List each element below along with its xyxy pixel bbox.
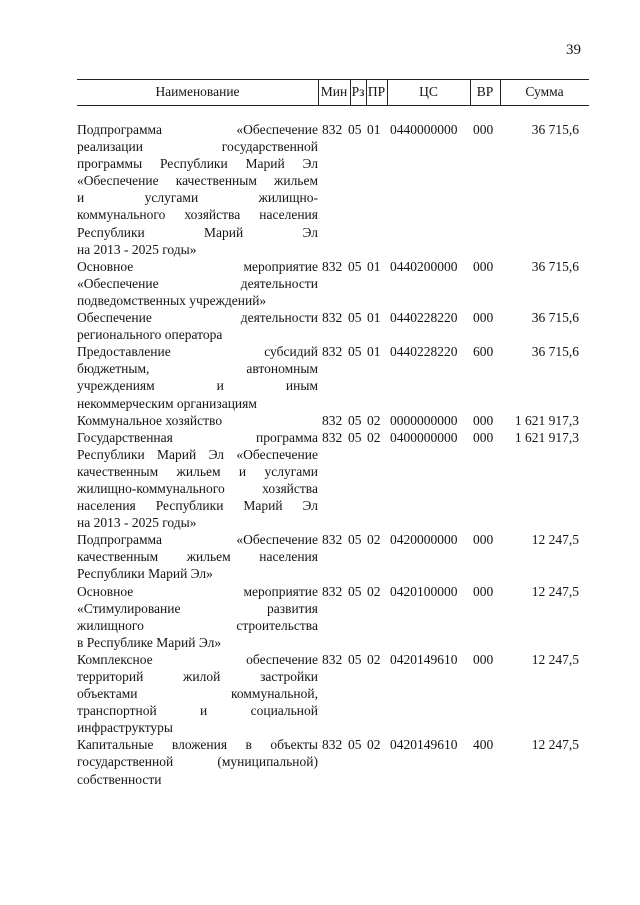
table-header (77, 79, 589, 106)
row-name (77, 258, 318, 309)
cell-pr: 01 (367, 344, 381, 360)
row-name-line: учреждениям и иным (77, 378, 318, 394)
cell-rz: 05 (348, 651, 362, 667)
row-name-line: качественным жильем населения (77, 549, 318, 565)
cell-cs: 0420100000 (390, 583, 458, 599)
cell-sum: 36 715,6 (531, 258, 579, 274)
row-name-line: Республики Марий Эл» (77, 566, 213, 582)
row-name (77, 412, 318, 429)
row-name-line: и услугами жилищно- (77, 190, 318, 206)
row-name-line: на 2013 - 2025 годы» (77, 515, 197, 531)
row-name-line: жилищно-коммунального хозяйства (77, 480, 318, 496)
row-name-line: реализации государственной (77, 139, 318, 155)
cell-cs: 0440228220 (390, 310, 458, 326)
cell-sum: 1 621 917,3 (514, 429, 579, 445)
row-name (77, 583, 318, 651)
row-name-line: программы Республики Марий Эл (77, 156, 318, 172)
cell-vr: 000 (473, 412, 494, 428)
row-name-line: территорий жилой застройки (77, 669, 318, 684)
page-number: 39 (566, 42, 581, 58)
row-name-line: Основное мероприятие (77, 583, 318, 599)
cell-pr: 01 (367, 310, 381, 326)
row-name-line: инфраструктуры (77, 720, 173, 736)
row-name-line: «Обеспечение качественным жильем (77, 173, 318, 189)
cell-cs: 0440228220 (390, 344, 458, 360)
row-name-line: Подпрограмма «Обеспечение (77, 122, 318, 137)
table-row (77, 121, 589, 258)
cell-pr: 01 (367, 122, 381, 137)
cell-vr: 400 (473, 737, 494, 753)
cell-sum: 36 715,6 (531, 344, 579, 360)
row-name-line: государственной (муниципальной) (77, 754, 318, 770)
cell-pr: 02 (367, 532, 381, 548)
cell-sum: 36 715,6 (531, 122, 579, 137)
cell-pr: 02 (367, 737, 381, 753)
cell-vr: 000 (473, 583, 494, 599)
row-name (77, 736, 318, 787)
cell-cs: 0440000000 (390, 122, 458, 137)
row-name-line: Обеспечение деятельности (77, 310, 318, 326)
cell-vr: 000 (473, 651, 494, 667)
row-name-line: «Обеспечение деятельности (77, 275, 318, 291)
header-name: Наименование (155, 84, 240, 99)
cell-vr: 600 (473, 344, 494, 360)
cell-min: 832 (322, 310, 343, 326)
row-name-line: Капитальные вложения в объекты (77, 737, 318, 753)
table-row (77, 258, 589, 309)
cell-sum: 12 247,5 (531, 532, 579, 548)
row-name-line: Основное мероприятие (77, 258, 318, 274)
cell-cs: 0000000000 (390, 412, 458, 428)
cell-min: 832 (322, 429, 343, 445)
header-rz: Рз (351, 84, 365, 99)
row-name (77, 429, 318, 532)
cell-rz: 05 (348, 737, 362, 753)
header-pr: ПР (367, 84, 386, 99)
row-name-line: регионального оператора (77, 327, 223, 343)
row-name (77, 531, 318, 582)
row-name-line: транспортной и социальной (77, 703, 318, 719)
budget-table-body (77, 121, 589, 788)
row-name (77, 651, 318, 736)
row-name-line: в Республике Марий Эл» (77, 634, 222, 650)
row-name-line: Подпрограмма «Обеспечение (77, 532, 318, 548)
table-row (77, 531, 589, 582)
cell-rz: 05 (348, 429, 362, 445)
row-name-line: некоммерческим организациям (77, 395, 257, 411)
row-name-line: Государственная программа (77, 429, 318, 445)
table-row (77, 343, 589, 411)
cell-pr: 02 (367, 583, 381, 599)
cell-vr: 000 (473, 122, 494, 137)
table-row (77, 651, 589, 736)
cell-vr: 000 (473, 258, 494, 274)
cell-vr: 000 (473, 310, 494, 326)
row-name-line: «Стимулирование развития (77, 600, 318, 616)
cell-sum: 36 715,6 (531, 310, 579, 326)
cell-rz: 05 (348, 310, 362, 326)
cell-min: 832 (322, 583, 343, 599)
row-name (77, 309, 318, 343)
cell-min: 832 (322, 651, 343, 667)
cell-min: 832 (322, 737, 343, 753)
row-name (77, 121, 318, 258)
cell-rz: 05 (348, 412, 362, 428)
row-name-line: качественным жильем и услугами (77, 463, 318, 479)
cell-cs: 0420149610 (390, 651, 458, 667)
row-name (77, 343, 318, 411)
cell-min: 832 (322, 412, 343, 428)
cell-vr: 000 (473, 532, 494, 548)
cell-min: 832 (322, 344, 343, 360)
cell-cs: 0440200000 (390, 258, 458, 274)
row-name-line: объектами коммунальной, (77, 686, 318, 702)
row-name-line: Комплексное обеспечение (77, 651, 318, 667)
table-row (77, 583, 589, 651)
cell-pr: 02 (367, 412, 381, 428)
table-row (77, 309, 589, 343)
cell-rz: 05 (348, 258, 362, 274)
cell-rz: 05 (348, 122, 362, 137)
row-name-line: на 2013 - 2025 годы» (77, 241, 197, 257)
cell-min: 832 (322, 532, 343, 548)
cell-sum: 12 247,5 (531, 651, 579, 667)
header-min: Мин (320, 84, 348, 99)
header-vr: ВР (476, 84, 494, 99)
table-row (77, 736, 589, 787)
row-name-line: Республики Марий Эл «Обеспечение (77, 446, 318, 462)
row-name-line: подведомственных учреждений» (77, 292, 267, 308)
table-row (77, 429, 589, 532)
header-sum: Сумма (525, 84, 564, 99)
row-name-line: населения Республики Марий Эл (77, 498, 318, 514)
row-name-line: Республики Марий Эл (77, 224, 318, 240)
row-name-line: бюджетным, автономным (77, 361, 318, 377)
cell-pr: 01 (367, 258, 381, 274)
cell-rz: 05 (348, 583, 362, 599)
cell-cs: 0420000000 (390, 532, 458, 548)
cell-rz: 05 (348, 344, 362, 360)
cell-min: 832 (322, 258, 343, 274)
table-row (77, 412, 589, 429)
row-name-line: Коммунальное хозяйство (77, 412, 223, 428)
cell-sum: 12 247,5 (531, 737, 579, 753)
cell-vr: 000 (473, 429, 494, 445)
cell-sum: 12 247,5 (531, 583, 579, 599)
cell-pr: 02 (367, 651, 381, 667)
row-name-line: Предоставление субсидий (77, 344, 318, 360)
cell-sum: 1 621 917,3 (514, 412, 579, 428)
cell-rz: 05 (348, 532, 362, 548)
cell-min: 832 (322, 122, 343, 137)
cell-cs: 0400000000 (390, 429, 458, 445)
row-name-line: собственности (77, 771, 162, 787)
cell-cs: 0420149610 (390, 737, 458, 753)
header-cs: ЦС (419, 84, 438, 99)
row-name-line: коммунального хозяйства населения (77, 207, 318, 223)
row-name-line: жилищного строительства (77, 617, 318, 633)
header-bottom-rule (77, 105, 589, 106)
cell-pr: 02 (367, 429, 381, 445)
